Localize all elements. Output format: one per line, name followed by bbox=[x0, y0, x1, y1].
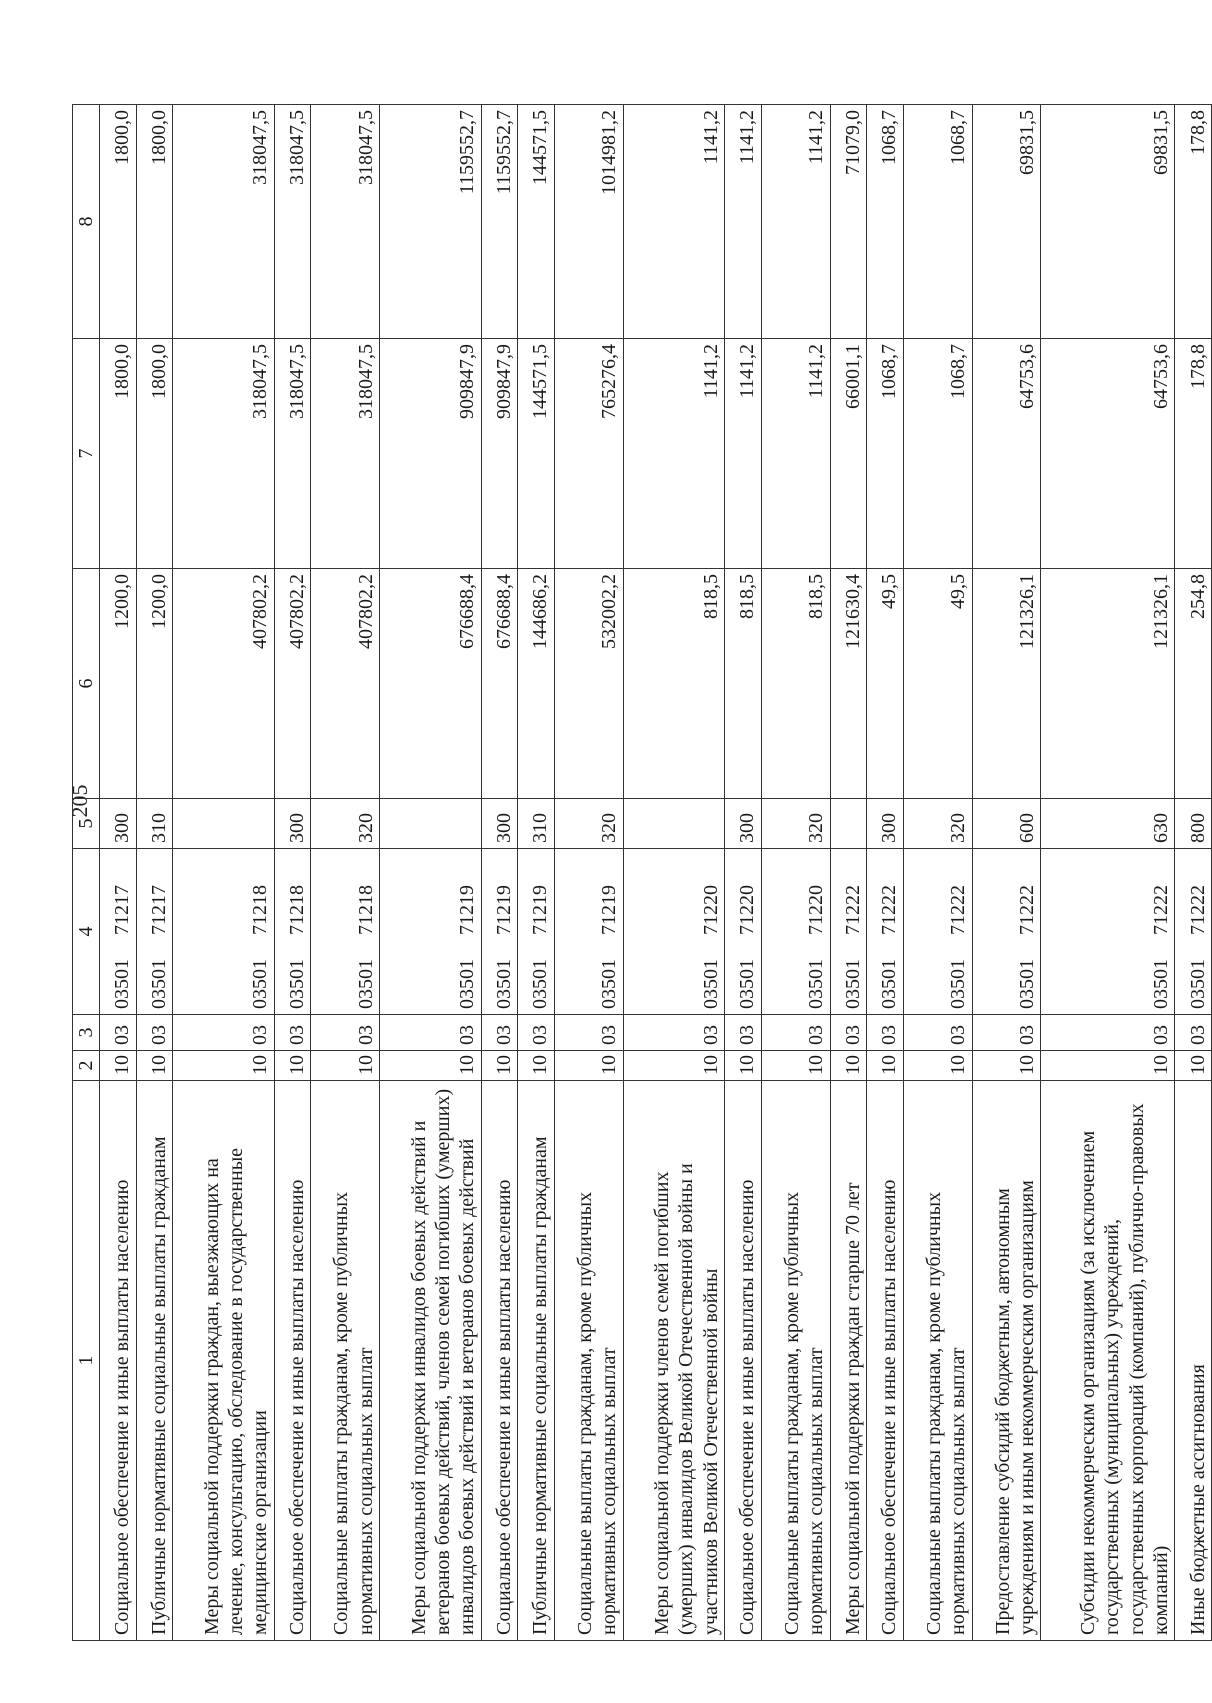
row-target-article-cell bbox=[903, 849, 972, 1015]
row-amount-col8-cell: 1068,7 bbox=[867, 105, 903, 339]
row-amount-col8-cell: 69831,5 bbox=[972, 105, 1041, 339]
row-amount-col7-cell: 66001,1 bbox=[830, 339, 866, 569]
row-amount-col8-cell: 1014981,2 bbox=[554, 105, 623, 339]
table-header bbox=[73, 105, 100, 1641]
rotated-table-container bbox=[72, 105, 1212, 1641]
target-article-direction-code: 71222 bbox=[1186, 885, 1209, 935]
row-amount-col7-cell: 144571,5 bbox=[518, 339, 554, 569]
row-amount-col7-cell: 1068,7 bbox=[903, 339, 972, 569]
row-expense-type-cell: 320 bbox=[761, 799, 830, 849]
target-article-program-code: 03501 bbox=[285, 959, 308, 1009]
row-name-cell: Социальное обеспечение и иные выплаты населению bbox=[274, 1081, 310, 1641]
table-row bbox=[725, 105, 761, 1641]
row-amount-col8-cell: 1800,0 bbox=[100, 105, 136, 339]
row-amount-col8-cell: 1068,7 bbox=[903, 105, 972, 339]
table-row bbox=[830, 105, 866, 1641]
row-subsection-cell: 03 bbox=[725, 1015, 761, 1051]
table-row bbox=[481, 105, 517, 1641]
row-section-cell: 10 bbox=[380, 1051, 481, 1081]
row-name-cell: Социальные выплаты гражданам, кроме публичных нормативных социальных выплат bbox=[903, 1081, 972, 1641]
header-col-8: 8 bbox=[73, 105, 100, 339]
row-section-cell: 10 bbox=[830, 1051, 866, 1081]
row-amount-col8-cell: 1141,2 bbox=[725, 105, 761, 339]
row-target-article-cell bbox=[623, 849, 724, 1015]
row-name-cell: Социальное обеспечение и иные выплаты населению bbox=[481, 1081, 517, 1641]
row-expense-type-cell bbox=[830, 799, 866, 849]
row-name-cell: Меры социальной поддержки граждан, выезжающих на лечение, консультацию, обследование в государственные медицинские организации bbox=[173, 1081, 274, 1641]
row-name-cell: Публичные нормативные социальные выплаты гражданам bbox=[518, 1081, 554, 1641]
row-subsection-cell: 03 bbox=[1041, 1015, 1175, 1051]
row-subsection-cell: 03 bbox=[481, 1015, 517, 1051]
row-expense-type-cell: 310 bbox=[136, 799, 172, 849]
target-article-program-code: 03501 bbox=[598, 959, 621, 1009]
row-section-cell: 10 bbox=[725, 1051, 761, 1081]
row-subsection-cell: 03 bbox=[972, 1015, 1041, 1051]
target-article-direction-code: 71217 bbox=[147, 885, 170, 935]
row-subsection-cell: 03 bbox=[867, 1015, 903, 1051]
target-article-program-code: 03501 bbox=[841, 959, 864, 1009]
target-article-program-code: 03501 bbox=[1150, 959, 1173, 1009]
row-target-article-cell bbox=[481, 849, 517, 1015]
row-name-cell: Социальное обеспечение и иные выплаты населению bbox=[725, 1081, 761, 1641]
row-name-cell: Социальное обеспечение и иные выплаты населению bbox=[100, 1081, 136, 1641]
target-article-direction-code: 71218 bbox=[249, 885, 272, 935]
row-subsection-cell: 03 bbox=[380, 1015, 481, 1051]
row-amount-col7-cell: 909847,9 bbox=[380, 339, 481, 569]
row-amount-col6-cell: 144686,2 bbox=[518, 569, 554, 799]
row-section-cell: 10 bbox=[173, 1051, 274, 1081]
row-target-article-cell bbox=[380, 849, 481, 1015]
row-subsection-cell: 03 bbox=[623, 1015, 724, 1051]
row-expense-type-cell: 300 bbox=[100, 799, 136, 849]
table-row bbox=[274, 105, 310, 1641]
row-name-cell: Социальное обеспечение и иные выплаты населению bbox=[867, 1081, 903, 1641]
row-target-article-cell bbox=[867, 849, 903, 1015]
header-col-6: 6 bbox=[73, 569, 100, 799]
row-amount-col8-cell: 1159552,7 bbox=[380, 105, 481, 339]
row-expense-type-cell: 320 bbox=[903, 799, 972, 849]
row-amount-col6-cell: 49,5 bbox=[867, 569, 903, 799]
row-name-cell: Социальные выплаты гражданам, кроме публичных нормативных социальных выплат bbox=[311, 1081, 380, 1641]
row-target-article-cell bbox=[518, 849, 554, 1015]
row-target-article-cell bbox=[554, 849, 623, 1015]
row-amount-col6-cell: 532002,2 bbox=[554, 569, 623, 799]
header-col-7: 7 bbox=[73, 339, 100, 569]
row-amount-col6-cell: 121326,1 bbox=[1041, 569, 1175, 799]
row-target-article-cell bbox=[311, 849, 380, 1015]
row-amount-col8-cell: 178,8 bbox=[1175, 105, 1212, 339]
row-amount-col7-cell: 1141,2 bbox=[725, 339, 761, 569]
row-section-cell: 10 bbox=[623, 1051, 724, 1081]
header-col-5: 5 bbox=[73, 799, 100, 849]
row-section-cell: 10 bbox=[311, 1051, 380, 1081]
row-expense-type-cell: 300 bbox=[481, 799, 517, 849]
row-section-cell: 10 bbox=[100, 1051, 136, 1081]
target-article-direction-code: 71222 bbox=[1150, 885, 1173, 935]
table-row bbox=[972, 105, 1041, 1641]
target-article-direction-code: 71222 bbox=[841, 885, 864, 935]
header-col-1: 1 bbox=[73, 1081, 100, 1641]
row-amount-col7-cell: 178,8 bbox=[1175, 339, 1212, 569]
target-article-program-code: 03501 bbox=[1016, 959, 1039, 1009]
row-amount-col8-cell: 318047,5 bbox=[173, 105, 274, 339]
row-amount-col7-cell: 1800,0 bbox=[100, 339, 136, 569]
row-section-cell: 10 bbox=[274, 1051, 310, 1081]
row-target-article-cell bbox=[830, 849, 866, 1015]
table-row bbox=[903, 105, 972, 1641]
target-article-program-code: 03501 bbox=[878, 959, 901, 1009]
row-amount-col6-cell: 407802,2 bbox=[311, 569, 380, 799]
page-number: 205 bbox=[67, 784, 92, 818]
row-name-cell: Субсидии некоммерческим организациям (за исключением государственных (муниципальных) учреждений, государственных корпораций (компаний), публично-правовых компаний) bbox=[1041, 1081, 1175, 1641]
row-amount-col7-cell: 318047,5 bbox=[311, 339, 380, 569]
target-article-direction-code: 71219 bbox=[456, 885, 479, 935]
row-target-article-cell bbox=[761, 849, 830, 1015]
row-expense-type-cell: 300 bbox=[725, 799, 761, 849]
table-row bbox=[173, 105, 274, 1641]
row-expense-type-cell: 600 bbox=[972, 799, 1041, 849]
row-section-cell: 10 bbox=[903, 1051, 972, 1081]
table-row bbox=[867, 105, 903, 1641]
row-amount-col6-cell: 818,5 bbox=[725, 569, 761, 799]
row-amount-col6-cell: 676688,4 bbox=[380, 569, 481, 799]
row-amount-col7-cell: 909847,9 bbox=[481, 339, 517, 569]
target-article-direction-code: 71219 bbox=[492, 885, 515, 935]
row-subsection-cell: 03 bbox=[903, 1015, 972, 1051]
target-article-program-code: 03501 bbox=[147, 959, 170, 1009]
target-article-program-code: 03501 bbox=[249, 959, 272, 1009]
row-subsection-cell: 03 bbox=[136, 1015, 172, 1051]
target-article-direction-code: 71219 bbox=[598, 885, 621, 935]
row-amount-col7-cell: 765276,4 bbox=[554, 339, 623, 569]
row-amount-col6-cell: 818,5 bbox=[623, 569, 724, 799]
row-name-cell: Меры социальной поддержки инвалидов боевых действий и ветеранов боевых действий, членов семей погибших (умерших) инвалидов боевых действий и ветеранов боевых действий bbox=[380, 1081, 481, 1641]
row-amount-col8-cell: 144571,5 bbox=[518, 105, 554, 339]
target-article-direction-code: 71217 bbox=[111, 885, 134, 935]
row-name-cell: Меры социальной поддержки членов семей погибших (умерших) инвалидов Великой Отечественной войны и участников Великой Отечественной войны bbox=[623, 1081, 724, 1641]
row-amount-col6-cell: 121630,4 bbox=[830, 569, 866, 799]
table-row bbox=[100, 105, 136, 1641]
row-subsection-cell: 03 bbox=[830, 1015, 866, 1051]
header-col-3: 3 bbox=[73, 1015, 100, 1051]
row-target-article-cell bbox=[972, 849, 1041, 1015]
row-target-article-cell bbox=[173, 849, 274, 1015]
row-amount-col7-cell: 1800,0 bbox=[136, 339, 172, 569]
row-name-cell: Меры социальной поддержки граждан старше 70 лет bbox=[830, 1081, 866, 1641]
row-amount-col8-cell: 71079,0 bbox=[830, 105, 866, 339]
target-article-direction-code: 71220 bbox=[805, 885, 828, 935]
row-subsection-cell: 03 bbox=[761, 1015, 830, 1051]
table-row bbox=[1175, 105, 1212, 1641]
row-target-article-cell bbox=[725, 849, 761, 1015]
table-row bbox=[761, 105, 830, 1641]
row-amount-col6-cell: 407802,2 bbox=[274, 569, 310, 799]
table-row bbox=[136, 105, 172, 1641]
row-amount-col6-cell: 121326,1 bbox=[972, 569, 1041, 799]
row-amount-col6-cell: 254,8 bbox=[1175, 569, 1212, 799]
row-section-cell: 10 bbox=[481, 1051, 517, 1081]
row-expense-type-cell bbox=[173, 799, 274, 849]
row-expense-type-cell: 630 bbox=[1041, 799, 1175, 849]
target-article-program-code: 03501 bbox=[529, 959, 552, 1009]
row-name-cell: Публичные нормативные социальные выплаты гражданам bbox=[136, 1081, 172, 1641]
row-amount-col8-cell: 1800,0 bbox=[136, 105, 172, 339]
target-article-program-code: 03501 bbox=[1186, 959, 1209, 1009]
row-section-cell: 10 bbox=[554, 1051, 623, 1081]
row-amount-col6-cell: 818,5 bbox=[761, 569, 830, 799]
table-row bbox=[554, 105, 623, 1641]
target-article-program-code: 03501 bbox=[699, 959, 722, 1009]
row-amount-col7-cell: 1141,2 bbox=[623, 339, 724, 569]
row-amount-col8-cell: 1141,2 bbox=[761, 105, 830, 339]
row-expense-type-cell: 800 bbox=[1175, 799, 1212, 849]
row-amount-col7-cell: 1141,2 bbox=[761, 339, 830, 569]
budget-allocation-table bbox=[72, 104, 1212, 1641]
row-amount-col8-cell: 1159552,7 bbox=[481, 105, 517, 339]
target-article-program-code: 03501 bbox=[947, 959, 970, 1009]
row-amount-col8-cell: 318047,5 bbox=[274, 105, 310, 339]
row-target-article-cell bbox=[100, 849, 136, 1015]
row-amount-col7-cell: 64753,6 bbox=[1041, 339, 1175, 569]
target-article-program-code: 03501 bbox=[111, 959, 134, 1009]
row-expense-type-cell: 300 bbox=[274, 799, 310, 849]
row-amount-col8-cell: 1141,2 bbox=[623, 105, 724, 339]
row-amount-col7-cell: 318047,5 bbox=[173, 339, 274, 569]
row-name-cell: Социальные выплаты гражданам, кроме публичных нормативных социальных выплат bbox=[554, 1081, 623, 1641]
row-expense-type-cell: 310 bbox=[518, 799, 554, 849]
row-expense-type-cell: 300 bbox=[867, 799, 903, 849]
row-amount-col8-cell: 69831,5 bbox=[1041, 105, 1175, 339]
row-target-article-cell bbox=[274, 849, 310, 1015]
target-article-direction-code: 71218 bbox=[354, 885, 377, 935]
target-article-program-code: 03501 bbox=[456, 959, 479, 1009]
row-section-cell: 10 bbox=[761, 1051, 830, 1081]
row-expense-type-cell bbox=[380, 799, 481, 849]
row-amount-col6-cell: 1200,0 bbox=[136, 569, 172, 799]
row-expense-type-cell: 320 bbox=[311, 799, 380, 849]
row-expense-type-cell bbox=[623, 799, 724, 849]
target-article-program-code: 03501 bbox=[736, 959, 759, 1009]
target-article-program-code: 03501 bbox=[805, 959, 828, 1009]
row-name-cell: Социальные выплаты гражданам, кроме публичных нормативных социальных выплат bbox=[761, 1081, 830, 1641]
row-subsection-cell: 03 bbox=[311, 1015, 380, 1051]
row-expense-type-cell: 320 bbox=[554, 799, 623, 849]
row-name-cell: Предоставление субсидий бюджетным, автономным учреждениям и иным некоммерческим организациям bbox=[972, 1081, 1041, 1641]
row-section-cell: 10 bbox=[972, 1051, 1041, 1081]
target-article-program-code: 03501 bbox=[354, 959, 377, 1009]
target-article-direction-code: 71220 bbox=[736, 885, 759, 935]
row-section-cell: 10 bbox=[136, 1051, 172, 1081]
row-amount-col6-cell: 1200,0 bbox=[100, 569, 136, 799]
header-col-4: 4 bbox=[73, 849, 100, 1015]
target-article-direction-code: 71222 bbox=[1016, 885, 1039, 935]
target-article-direction-code: 71219 bbox=[529, 885, 552, 935]
row-subsection-cell: 03 bbox=[554, 1015, 623, 1051]
row-subsection-cell: 03 bbox=[100, 1015, 136, 1051]
row-target-article-cell bbox=[1041, 849, 1175, 1015]
target-article-program-code: 03501 bbox=[492, 959, 515, 1009]
header-col-2: 2 bbox=[73, 1051, 100, 1081]
row-amount-col6-cell: 49,5 bbox=[903, 569, 972, 799]
target-article-direction-code: 71222 bbox=[878, 885, 901, 935]
row-amount-col7-cell: 64753,6 bbox=[972, 339, 1041, 569]
table-row bbox=[380, 105, 481, 1641]
table-row bbox=[518, 105, 554, 1641]
row-subsection-cell: 03 bbox=[1175, 1015, 1212, 1051]
row-target-article-cell bbox=[136, 849, 172, 1015]
target-article-direction-code: 71222 bbox=[947, 885, 970, 935]
table-row bbox=[1041, 105, 1175, 1641]
target-article-direction-code: 71220 bbox=[699, 885, 722, 935]
row-section-cell: 10 bbox=[1041, 1051, 1175, 1081]
target-article-direction-code: 71218 bbox=[285, 885, 308, 935]
row-amount-col8-cell: 318047,5 bbox=[311, 105, 380, 339]
row-section-cell: 10 bbox=[867, 1051, 903, 1081]
row-section-cell: 10 bbox=[1175, 1051, 1212, 1081]
table-row bbox=[311, 105, 380, 1641]
row-target-article-cell bbox=[1175, 849, 1212, 1015]
row-amount-col6-cell: 407802,2 bbox=[173, 569, 274, 799]
table-body bbox=[100, 105, 1212, 1641]
row-subsection-cell: 03 bbox=[518, 1015, 554, 1051]
header-row bbox=[73, 105, 100, 1641]
row-name-cell: Иные бюджетные ассигнования bbox=[1175, 1081, 1212, 1641]
table-row bbox=[623, 105, 724, 1641]
row-amount-col7-cell: 318047,5 bbox=[274, 339, 310, 569]
row-subsection-cell: 03 bbox=[173, 1015, 274, 1051]
row-subsection-cell: 03 bbox=[274, 1015, 310, 1051]
row-amount-col6-cell: 676688,4 bbox=[481, 569, 517, 799]
row-section-cell: 10 bbox=[518, 1051, 554, 1081]
row-amount-col7-cell: 1068,7 bbox=[867, 339, 903, 569]
